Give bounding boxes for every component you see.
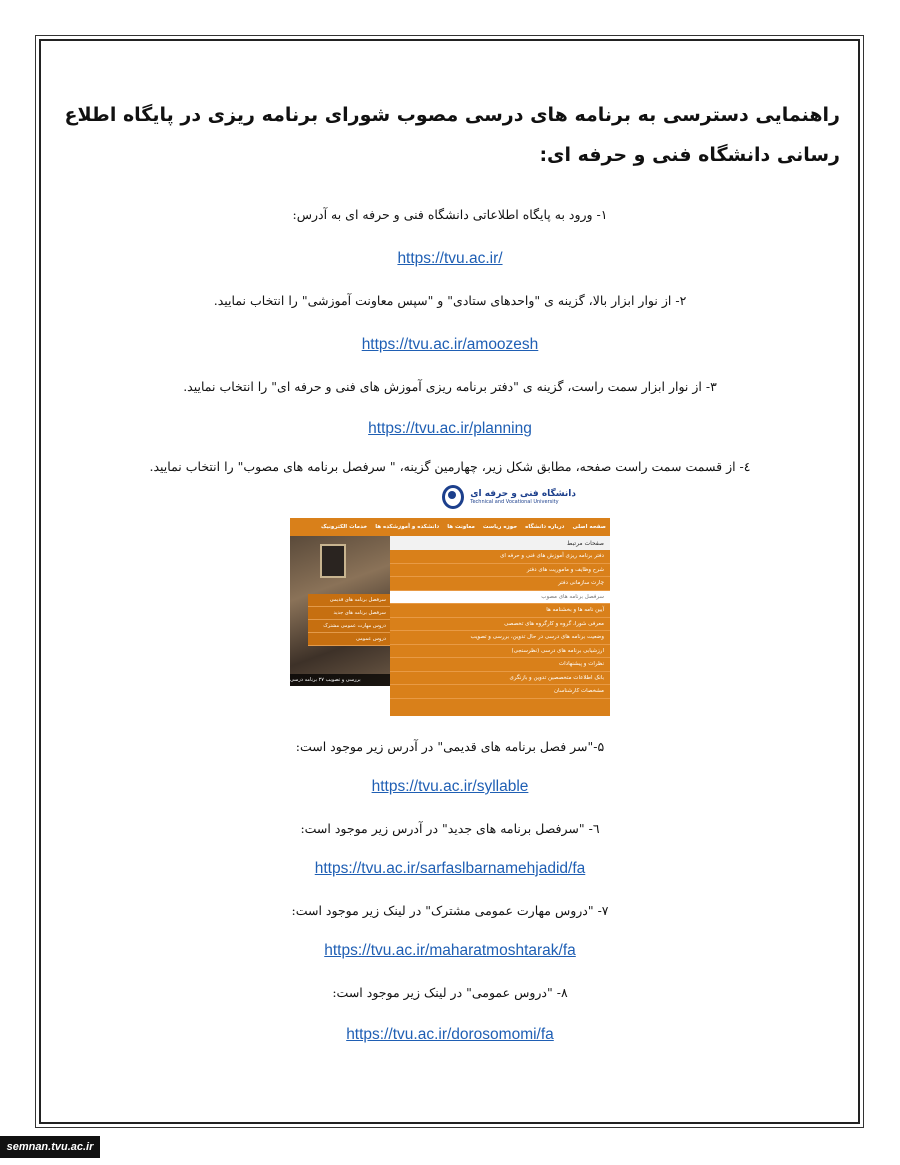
step-1-text: ۱- ورود به پایگاه اطلاعاتی دانشگاه فنی و حرفه ای به آدرس: xyxy=(292,207,608,222)
menu-item[interactable]: چارت سازمانی دفتر xyxy=(390,577,610,591)
step-4-text: ٤- از قسمت سمت راست صفحه، مطابق شکل زیر، چهارمین گزینه، " سرفصل برنامه های مصوب" را انتخاب نمایید. xyxy=(149,459,751,474)
submenu-item-general[interactable]: دروس عمومی xyxy=(308,633,390,646)
site-nav-bar xyxy=(290,518,610,536)
related-pages-menu xyxy=(390,550,610,716)
tvu-logo xyxy=(442,482,576,512)
photo-caption: بررسی و تصویب ۲۷ برنامه درسی xyxy=(290,674,390,686)
menu-item[interactable]: وضعیت برنامه های درسی در حال تدوین، بررسی و تصویب xyxy=(390,631,610,645)
step-6-text: ٦- "سرفصل برنامه های جدید" در آدرس زیر موجود است: xyxy=(300,821,600,836)
step-8-text: ۸- "دروس عمومی" در لینک زیر موجود است: xyxy=(332,985,568,1000)
logo-title: دانشگاه فنی و حرفه ای xyxy=(470,489,576,499)
nav-item-home[interactable]: صفحه اصلی xyxy=(572,524,606,530)
menu-item[interactable]: بانک اطلاعات متخصصین تدوین و بازنگری xyxy=(390,672,610,686)
site-watermark: semnan.tvu.ac.ir xyxy=(0,1136,100,1158)
step-3-text: ۳- از نوار ابزار سمت راست، گزینه ی "دفتر برنامه ریزی آموزش های فنی و حرفه ای" را انتخاب نمایید. xyxy=(183,379,717,394)
step-2-link[interactable]: https://tvu.ac.ir/amoozesh xyxy=(361,336,539,353)
step-7-text: ۷- "دروس مهارت عمومی مشترک" در لینک زیر موجود است: xyxy=(291,903,609,918)
nav-item-deputies[interactable]: معاونت ها xyxy=(447,524,475,530)
menu-item[interactable]: معرفی شورا، گروه و کارگروه های تخصصی xyxy=(390,618,610,632)
step-5-text: ۵-"سر فصل برنامه های قدیمی" در آدرس زیر موجود است: xyxy=(295,739,605,754)
step-2-text: ۲- از نوار ابزار بالا، گزینه ی "واحدهای ستادی" و "سپس معاونت آموزشی" را انتخاب نمایید. xyxy=(213,293,687,308)
menu-item[interactable]: نظرات و پیشنهادات xyxy=(390,658,610,672)
document-title: راهنمایی دسترسی به برنامه های درسی مصوب شورای برنامه ریزی در پایگاه اطلاع رسانی دانشگاه فنی و حرفه ای: xyxy=(64,104,840,166)
menu-item[interactable]: مشخصات کارشناسان xyxy=(390,685,610,699)
logo-icon xyxy=(442,485,464,509)
syllabus-submenu xyxy=(308,594,390,646)
step-3-link[interactable]: https://tvu.ac.ir/planning xyxy=(368,420,532,437)
nav-item-faculties[interactable]: دانشکده و آموزشکده ها xyxy=(375,524,440,530)
logo-subtitle: Technical and Vocational University xyxy=(470,499,559,505)
menu-item[interactable]: دفتر برنامه ریزی آموزش های فنی و حرفه ای xyxy=(390,550,610,564)
menu-item-approved-syllabi[interactable]: سرفصل برنامه های مصوب xyxy=(390,591,610,605)
nav-item-eservices[interactable]: خدمات الکترونیک xyxy=(320,524,368,530)
menu-item[interactable]: آیین نامه ها و بخشنامه ها xyxy=(390,604,610,618)
menu-item[interactable]: شرح وظایف و ماموریت های دفتر xyxy=(390,564,610,578)
nav-item-presidency[interactable]: حوزه ریاست xyxy=(482,524,518,530)
step-1-link[interactable]: https://tvu.ac.ir/ xyxy=(397,250,503,267)
document-body xyxy=(60,95,840,185)
nav-item-about[interactable]: درباره دانشگاه xyxy=(525,524,565,530)
step-8-link[interactable]: https://tvu.ac.ir/dorosomomi/fa xyxy=(346,1026,554,1043)
related-pages-heading: صفحات مرتبط xyxy=(390,536,610,550)
website-screenshot xyxy=(290,478,610,716)
menu-item[interactable]: ارزشیابی برنامه های درسی (نظرسنجی) xyxy=(390,645,610,659)
submenu-item-old[interactable]: سرفصل برنامه های قدیمی xyxy=(308,594,390,607)
submenu-item-new[interactable]: سرفصل برنامه های جدید xyxy=(308,607,390,620)
step-7-link[interactable]: https://tvu.ac.ir/maharatmoshtarak/fa xyxy=(324,942,576,959)
submenu-item-general-skills[interactable]: دروس مهارت عمومی مشترک xyxy=(308,620,390,633)
portrait-frame xyxy=(320,544,346,578)
step-6-link[interactable]: https://tvu.ac.ir/sarfaslbarnamehjadid/fa xyxy=(314,860,586,877)
step-5-link[interactable]: https://tvu.ac.ir/syllable xyxy=(371,778,529,795)
